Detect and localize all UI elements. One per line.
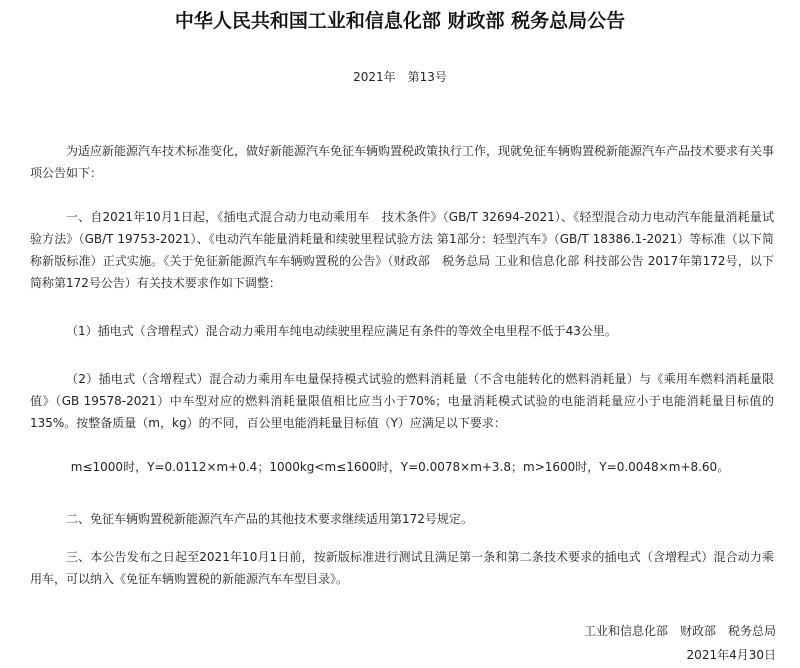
item-two-paragraph: （2）插电式（含增程式）混合动力乘用车电量保持模式试验的燃料消耗量（不含电能转化的燃料消耗量）与《乘用车燃料消耗量限值》（GB 19578-2021）中车型对应的燃料消耗量限值相比应当小于70%；电量消耗模式试验的电能消耗量应小于电能消耗量目标值的135%。按整备质量（m，kg）的不同，百公里电能消耗量目标值（Y）应满足以下要求：	[30, 372, 774, 430]
document-title: 中华人民共和国工业和信息化部 财政部 税务总局公告	[174, 10, 626, 32]
section-three-paragraph: 三、本公告发布之日起至2021年10月1日前，按新版标准进行测试且满足第一条和第二条技术要求的插电式（含增程式）混合动力乘用车，可以纳入《免征车辆购置税的新能源汽车车型目录》。	[30, 550, 774, 586]
section-one-paragraph: 一、自2021年10月1日起，《插电式混合动力电动乘用车 技术条件》（GB/T 32694-2021）、《轻型混合动力电动汽车能量消耗量试验方法》（GB/T 19753-2021）、《电动汽车能量消耗量和续驶里程试验方法 第1部分：轻型汽车》（GB/T 18386.1-2021）等标准（以下简称新版标准）正式实施。《关于免征新能源汽车车辆购置税的公告》（财政部 税务总局 工业和信息化部 科技部公告 2017年第172号，以下简称第172号公告）有关技术要求作如下调整：	[30, 210, 774, 290]
issue-serial: 第13号	[407, 70, 447, 84]
issue-number	[0, 68, 800, 86]
energy-target-formula: m≤1000时，Y=0.0112×m+0.4；1000kg<m≤1600时，Y=0.0078×m+3.8；m>1600时，Y=0.0048×m+8.60。	[70, 460, 730, 474]
intro-paragraph: 为适应新能源汽车技术标准变化，做好新能源汽车免征车辆购置税政策执行工作，现就免征车辆购置税新能源汽车产品技术要求有关事项公告如下：	[30, 144, 775, 180]
issuing-authorities: 工业和信息化部 财政部 税务总局	[583, 624, 776, 638]
issue-date: 2021年4月30日	[686, 648, 776, 662]
issue-year: 2021年	[353, 70, 396, 84]
item-one-paragraph: （1）插电式（含增程式）混合动力乘用车纯电动续驶里程应满足有条件的等效全电里程不低于43公里。	[66, 324, 617, 338]
section-two-paragraph: 二、免征车辆购置税新能源汽车产品的其他技术要求继续适用第172号规定。	[66, 512, 473, 526]
